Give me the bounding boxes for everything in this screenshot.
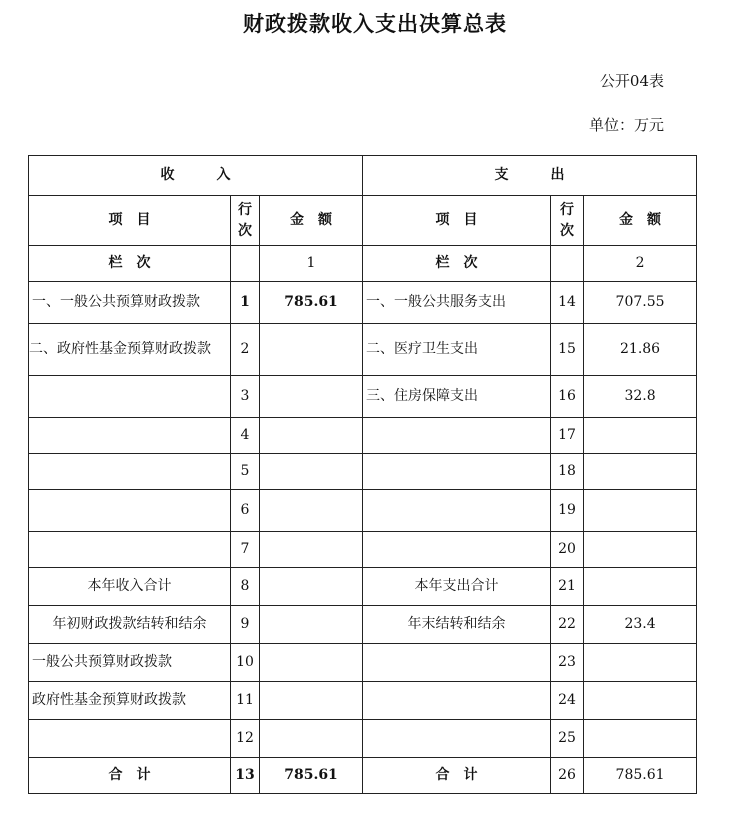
expense-item xyxy=(363,644,551,682)
expense-total-label: 合 计 xyxy=(363,758,551,794)
expense-header: 支 出 xyxy=(363,156,697,196)
income-col-line xyxy=(231,246,260,282)
expense-item xyxy=(363,490,551,532)
table-row xyxy=(29,532,697,568)
income-item-header: 项 目 xyxy=(29,196,231,246)
expense-line: 20 xyxy=(551,532,584,568)
income-line: 1 xyxy=(231,282,260,324)
expense-line: 15 xyxy=(551,324,584,376)
income-item xyxy=(29,418,231,454)
table-row xyxy=(29,606,697,644)
expense-item xyxy=(363,418,551,454)
income-line: 9 xyxy=(231,606,260,644)
expense-amount xyxy=(584,644,697,682)
form-number: 公开04表 xyxy=(599,72,664,90)
expense-amount-header: 金 额 xyxy=(584,196,697,246)
expense-item xyxy=(363,454,551,490)
expense-line: 23 xyxy=(551,644,584,682)
table-row xyxy=(29,568,697,606)
income-line: 3 xyxy=(231,376,260,418)
expense-line: 24 xyxy=(551,682,584,720)
budget-table xyxy=(28,155,697,794)
income-amount xyxy=(260,324,363,376)
income-amount xyxy=(260,682,363,720)
expense-line: 25 xyxy=(551,720,584,758)
expense-amount: 32.8 xyxy=(584,376,697,418)
expense-amount: 23.4 xyxy=(584,606,697,644)
expense-amount xyxy=(584,418,697,454)
expense-line: 18 xyxy=(551,454,584,490)
income-item xyxy=(29,490,231,532)
expense-amount: 21.86 xyxy=(584,324,697,376)
table-row xyxy=(29,282,697,324)
expense-col-label: 栏 次 xyxy=(363,246,551,282)
table-row xyxy=(29,418,697,454)
income-amount-header: 金 额 xyxy=(260,196,363,246)
expense-amount: 707.55 xyxy=(584,282,697,324)
expense-amount xyxy=(584,454,697,490)
expense-amount xyxy=(584,532,697,568)
expense-amount xyxy=(584,682,697,720)
income-amount xyxy=(260,490,363,532)
expense-item: 二、医疗卫生支出 xyxy=(363,324,551,376)
expense-col-line xyxy=(551,246,584,282)
expense-item: 本年支出合计 xyxy=(363,568,551,606)
income-total-line: 13 xyxy=(231,758,260,794)
income-amount xyxy=(260,568,363,606)
income-item: 一般公共预算财政拨款 xyxy=(29,644,231,682)
expense-line: 17 xyxy=(551,418,584,454)
income-line: 12 xyxy=(231,720,260,758)
income-line: 10 xyxy=(231,644,260,682)
income-item xyxy=(29,720,231,758)
expense-amount xyxy=(584,720,697,758)
income-line: 4 xyxy=(231,418,260,454)
income-line: 5 xyxy=(231,454,260,490)
unit-label: 单位：万元 xyxy=(588,116,664,134)
income-item: 一、一般公共预算财政拨款 xyxy=(29,282,231,324)
income-amount xyxy=(260,720,363,758)
table-row xyxy=(29,376,697,418)
expense-line: 21 xyxy=(551,568,584,606)
income-line: 8 xyxy=(231,568,260,606)
income-amount: 785.61 xyxy=(260,282,363,324)
expense-line-header: 行次 xyxy=(551,196,584,246)
income-item xyxy=(29,376,231,418)
income-item xyxy=(29,454,231,490)
table-row xyxy=(29,682,697,720)
page-title: 财政拨款收入支出决算总表 xyxy=(243,11,507,36)
income-total-label: 合 计 xyxy=(29,758,231,794)
table-row xyxy=(29,720,697,758)
income-line: 2 xyxy=(231,324,260,376)
expense-item: 一、一般公共服务支出 xyxy=(363,282,551,324)
expense-amount xyxy=(584,490,697,532)
income-col-label: 栏 次 xyxy=(29,246,231,282)
total-row xyxy=(29,758,697,794)
income-amount xyxy=(260,418,363,454)
income-line: 6 xyxy=(231,490,260,532)
income-amount xyxy=(260,532,363,568)
expense-item: 年末结转和结余 xyxy=(363,606,551,644)
table-row xyxy=(29,324,697,376)
expense-item-header: 项 目 xyxy=(363,196,551,246)
income-amount xyxy=(260,606,363,644)
table-row xyxy=(29,644,697,682)
expense-item xyxy=(363,532,551,568)
expense-item xyxy=(363,720,551,758)
income-line: 11 xyxy=(231,682,260,720)
expense-item: 三、住房保障支出 xyxy=(363,376,551,418)
income-item xyxy=(29,532,231,568)
expense-line: 14 xyxy=(551,282,584,324)
income-header: 收 入 xyxy=(29,156,363,196)
expense-amount xyxy=(584,568,697,606)
income-amount xyxy=(260,454,363,490)
income-amount xyxy=(260,376,363,418)
income-amount xyxy=(260,644,363,682)
income-col-number: 1 xyxy=(260,246,363,282)
income-item: 政府性基金预算财政拨款 xyxy=(29,682,231,720)
expense-col-number: 2 xyxy=(584,246,697,282)
table-row xyxy=(29,490,697,532)
income-line: 7 xyxy=(231,532,260,568)
income-line-header: 行次 xyxy=(231,196,260,246)
income-total-amount: 785.61 xyxy=(260,758,363,794)
expense-total-amount: 785.61 xyxy=(584,758,697,794)
table-row xyxy=(29,454,697,490)
expense-total-line: 26 xyxy=(551,758,584,794)
expense-item xyxy=(363,682,551,720)
income-item: 年初财政拨款结转和结余 xyxy=(29,606,231,644)
expense-line: 16 xyxy=(551,376,584,418)
expense-line: 22 xyxy=(551,606,584,644)
expense-line: 19 xyxy=(551,490,584,532)
income-item: 本年收入合计 xyxy=(29,568,231,606)
income-item: 二、政府性基金预算财政拨款 xyxy=(29,324,231,376)
